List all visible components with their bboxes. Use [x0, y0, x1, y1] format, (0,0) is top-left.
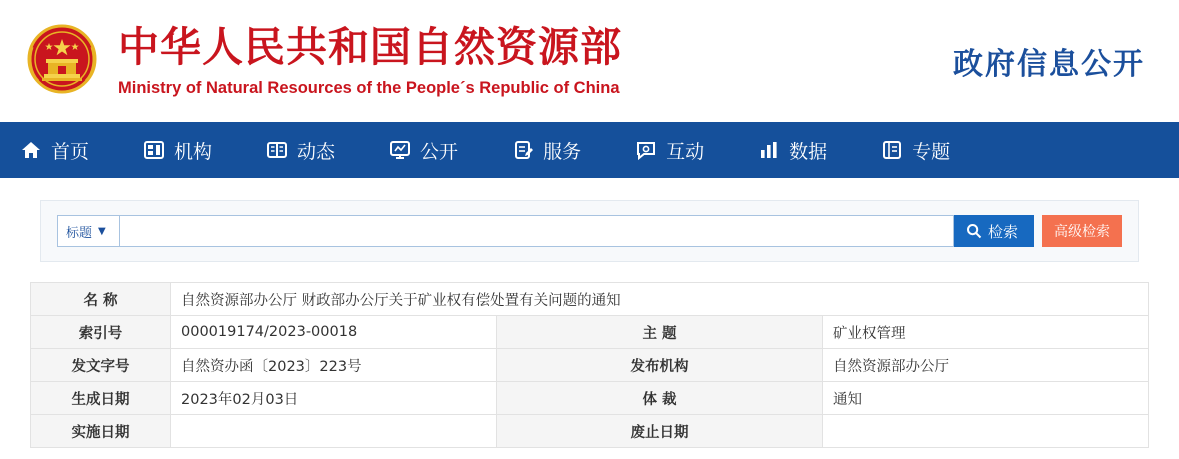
clipboard-icon	[512, 139, 534, 161]
nav-label: 专题	[912, 140, 951, 163]
site-title-block	[118, 24, 622, 97]
table-row	[31, 316, 1149, 349]
nav-item-topics[interactable]	[881, 137, 950, 164]
issuing-agency-label: 发布机构	[497, 349, 823, 382]
nav-label: 公开	[420, 140, 459, 163]
effective-date-label: 实施日期	[31, 415, 171, 448]
advanced-search-button[interactable]	[1042, 215, 1122, 247]
search-button-label: 检索	[987, 222, 1018, 241]
repeal-date-label: 废止日期	[497, 415, 823, 448]
table-row	[31, 349, 1149, 382]
genre-value: 通知	[823, 382, 1149, 415]
creation-date-value: 2023年02月03日	[171, 382, 497, 415]
list-icon	[881, 139, 903, 161]
nav-label: 数据	[789, 140, 828, 163]
table-row	[31, 382, 1149, 415]
document-number-label: 发文字号	[31, 349, 171, 382]
nav-label: 服务	[543, 140, 582, 163]
search-field-selector[interactable]	[57, 215, 119, 247]
national-emblem-icon	[20, 19, 104, 103]
nav-item-interaction[interactable]	[635, 137, 704, 164]
subject-label: 主 题	[497, 316, 823, 349]
name-value: 自然资源部办公厅 财政部办公厅关于矿业权有偿处置有关问题的通知	[171, 283, 1149, 316]
repeal-date-value	[823, 415, 1149, 448]
index-number-value: 000019174/2023-00018	[171, 316, 497, 349]
search-bar	[40, 200, 1139, 262]
table-row	[31, 283, 1149, 316]
issuing-agency-value: 自然资源部办公厅	[823, 349, 1149, 382]
home-icon	[20, 139, 42, 161]
index-number-label: 索引号	[31, 316, 171, 349]
chevron-down-icon: ▼	[98, 225, 106, 237]
nav-item-disclosure[interactable]	[389, 137, 458, 164]
document-number-value: 自然资办函〔2023〕223号	[171, 349, 497, 382]
site-title-cn: 中华人民共和国自然资源部	[118, 23, 622, 72]
document-info-table	[30, 282, 1149, 448]
section-title: 政府信息公开	[953, 47, 1145, 82]
nav-label: 互动	[666, 140, 705, 163]
main-nav	[0, 122, 1179, 178]
search-button[interactable]	[954, 215, 1034, 247]
nav-item-organization[interactable]	[143, 137, 212, 164]
chat-icon	[635, 139, 657, 161]
genre-label: 体 裁	[497, 382, 823, 415]
nav-item-service[interactable]	[512, 137, 581, 164]
nav-item-data[interactable]	[758, 137, 827, 164]
nav-label: 机构	[174, 140, 213, 163]
nav-label: 首页	[51, 140, 90, 163]
site-header	[0, 0, 1179, 122]
search-icon	[966, 223, 982, 239]
subject-value: 矿业权管理	[823, 316, 1149, 349]
advanced-search-label: 高级检索	[1054, 224, 1110, 240]
nav-label: 动态	[297, 140, 336, 163]
monitor-icon	[389, 139, 411, 161]
bar-chart-icon	[758, 139, 780, 161]
effective-date-value	[171, 415, 497, 448]
nav-item-home[interactable]	[20, 137, 89, 164]
search-field-label: 标题	[66, 225, 93, 241]
creation-date-label: 生成日期	[31, 382, 171, 415]
table-row	[31, 415, 1149, 448]
search-input[interactable]	[119, 215, 954, 247]
book-icon	[266, 139, 288, 161]
site-title-en: Ministry of Natural Resources of the People´s Republic of China	[118, 78, 620, 97]
nav-item-news[interactable]	[266, 137, 335, 164]
building-icon	[143, 139, 165, 161]
name-label: 名 称	[31, 283, 171, 316]
